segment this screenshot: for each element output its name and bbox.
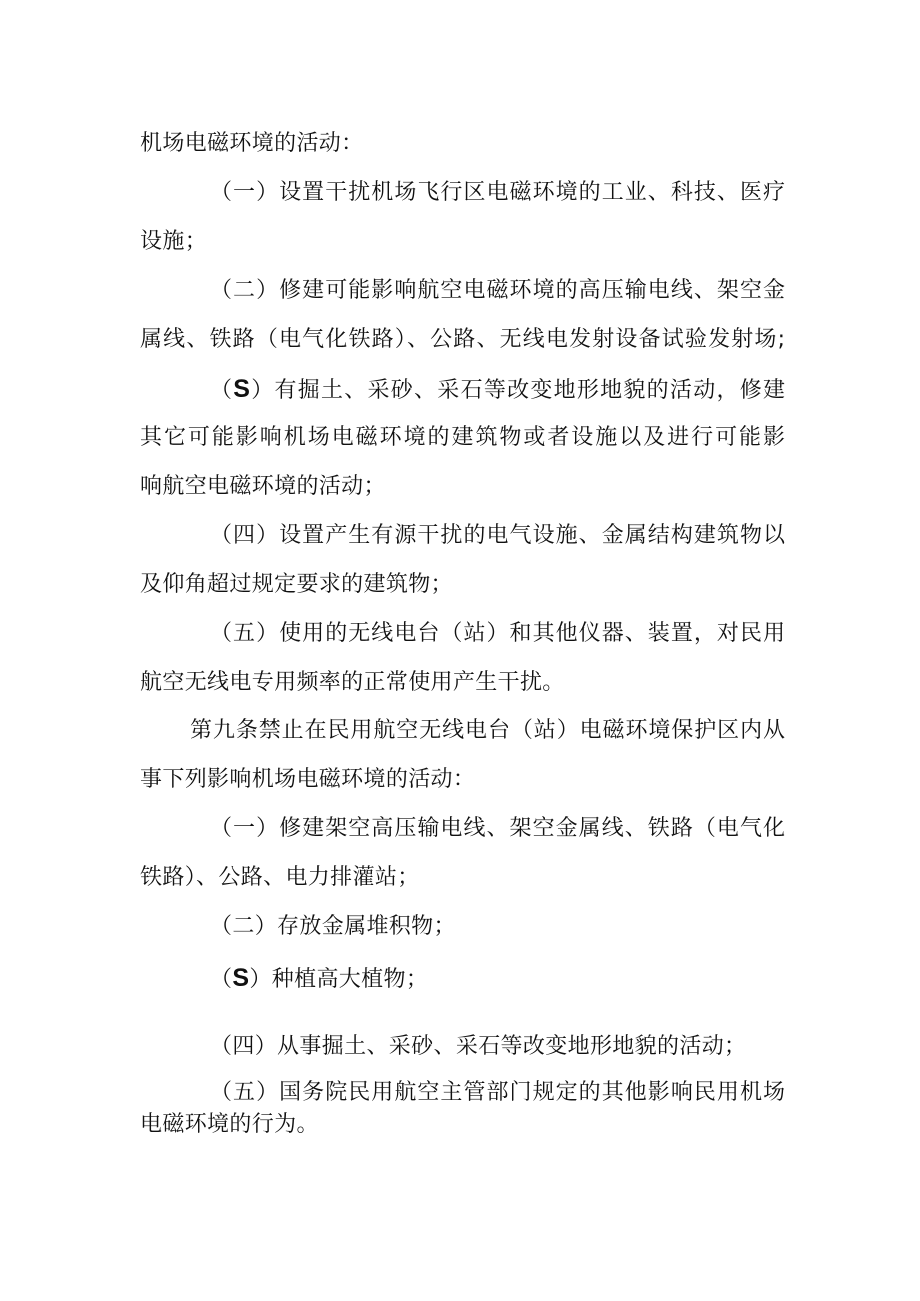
paragraph-line: 电磁环境的行为。	[140, 1112, 319, 1137]
paragraph-line: （五）使用的无线电台（站）和其他仪器、装置，对民用	[210, 621, 785, 646]
paragraph-text: ）种植高大植物；	[249, 967, 429, 992]
paragraph-line: 其它可能影响机场电磁环境的建筑物或者设施以及进行可能影	[140, 425, 785, 450]
bracket-open: （	[210, 967, 233, 992]
paragraph-line: 响航空电磁环境的活动；	[140, 474, 386, 499]
paragraph-line	[210, 963, 785, 995]
paragraph-text: ）有掘土、采砂、采石等改变地形地貌的活动，修建	[249, 378, 785, 403]
item-marker: S	[233, 375, 250, 403]
paragraph-line: （四）从事掘土、采砂、采石等改变地形地貌的活动；	[210, 1034, 747, 1059]
paragraph-line: （二）修建可能影响航空电磁环境的高压输电线、架空金	[210, 278, 785, 303]
paragraph-line: （一）设置干扰机场飞行区电磁环境的工业、科技、医疗	[210, 180, 785, 205]
paragraph-line: 机场电磁环境的活动：	[140, 131, 364, 156]
paragraph-line: （二）存放金属堆积物；	[210, 914, 456, 939]
paragraph-line: 设施；	[140, 229, 208, 254]
paragraph-line	[210, 374, 785, 406]
paragraph-line: 及仰角超过规定要求的建筑物；	[140, 572, 453, 597]
bracket-open: （	[210, 378, 234, 403]
paragraph-line: 航空无线电专用频率的正常使用产生干扰。	[140, 670, 565, 695]
item-marker: S	[232, 964, 250, 992]
paragraph-line: 第九条禁止在民用航空无线电台（站）电磁环境保护区内从	[190, 718, 785, 743]
paragraph-line: （四）设置产生有源干扰的电气设施、金属结构建筑物以	[210, 523, 785, 548]
paragraph-line: 属线、铁路（电气化铁路）、公路、无线电发射设备试验发射场;	[140, 327, 785, 352]
paragraph-line: 铁路）、公路、电力排灌站；	[140, 865, 420, 890]
paragraph-line: 事下列影响机场电磁环境的活动：	[140, 767, 476, 792]
paragraph-line: （五）国务院民用航空主管部门规定的其他影响民用机场	[210, 1080, 785, 1105]
paragraph-line: （一）修建架空高压输电线、架空金属线、铁路（电气化	[210, 816, 785, 841]
